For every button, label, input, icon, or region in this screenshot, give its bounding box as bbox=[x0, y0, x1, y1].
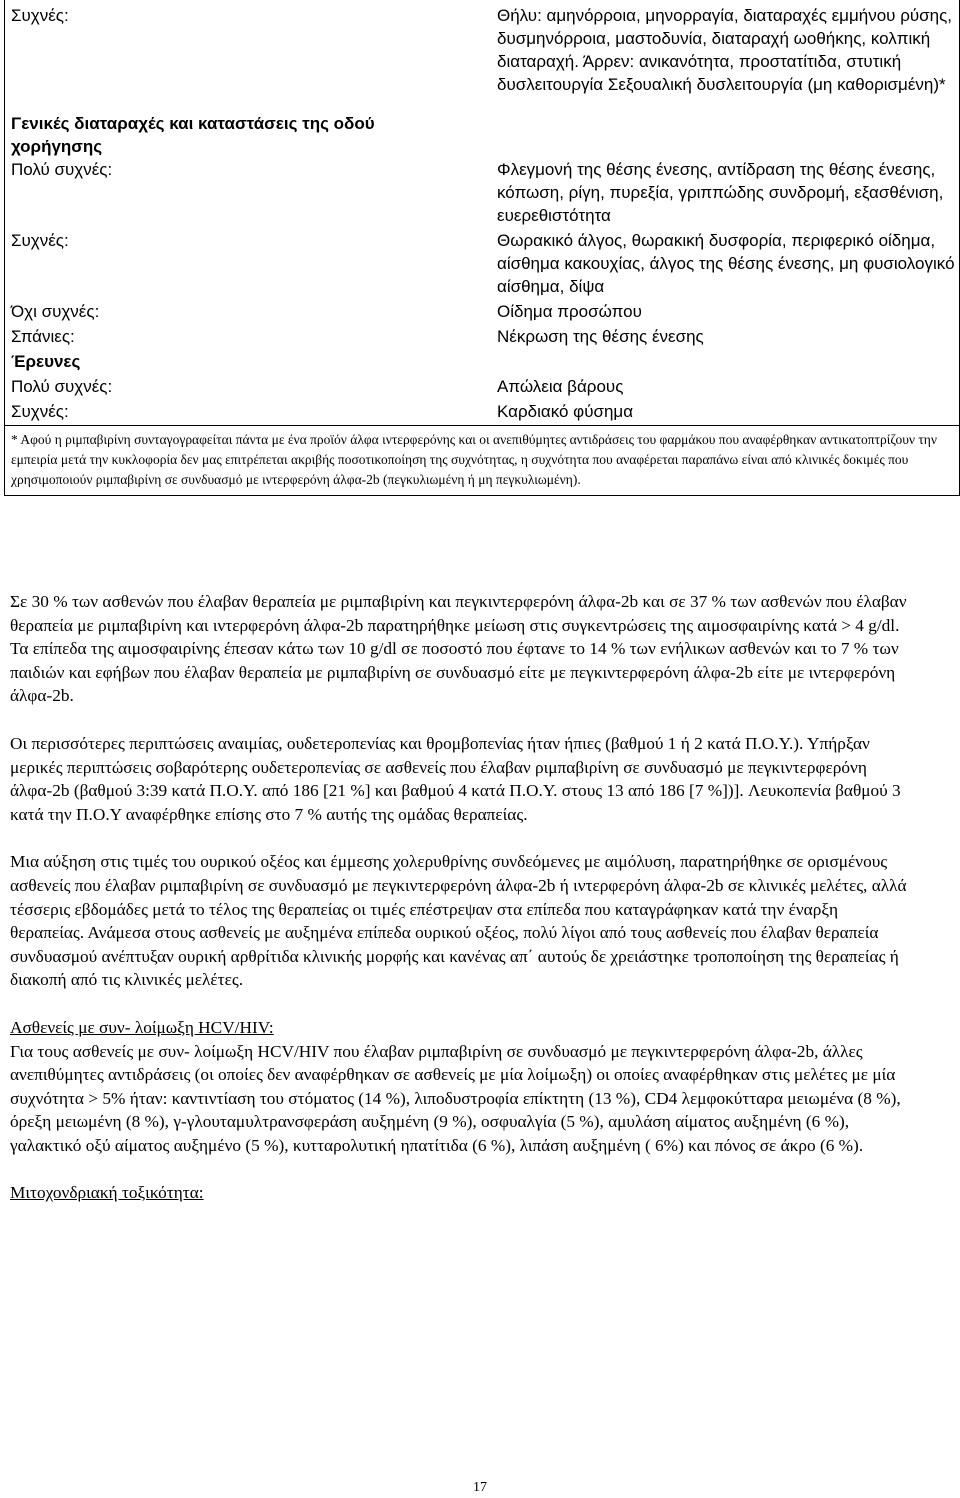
hiv-heading: Ασθενείς με συν- λοίμωξη HCV/HIV: bbox=[10, 1017, 274, 1037]
frequency-label: Συχνές: bbox=[11, 402, 69, 421]
mitochondrial-section bbox=[10, 1181, 910, 1205]
frequency-label: Συχνές: bbox=[11, 6, 69, 25]
reaction-text: Φλεγμονή της θέσης ένεσης, αντίδραση της θέσης ένεσης, κόπωση, ρίγη, πυρεξία, γριππώδης συνδρομή, εξασθένιση, ευερεθιστότητα bbox=[497, 160, 944, 225]
table-row bbox=[5, 373, 959, 398]
reaction-text: Απώλεια βάρους bbox=[497, 377, 624, 396]
reaction-text: Θωρακικό άλγος, θωρακική δυσφορία, περιφερικό οίδημα, αίσθημα κακουχίας, άλγος της θέσης ένεσης, μη φυσιολογικό αίσθημα, δίψα bbox=[497, 231, 955, 296]
reaction-text: Νέκρωση της θέσης ένεσης bbox=[497, 327, 704, 346]
reaction-text: Καρδιακό φύσημα bbox=[497, 402, 634, 421]
table-row bbox=[5, 0, 959, 96]
table-row bbox=[5, 298, 959, 323]
table-section-row bbox=[5, 96, 959, 158]
table-footnote: * Αφού η ριμπαβιρίνη συνταγογραφείται πάντα με ένα προϊόν άλφα ιντερφερόνης και οι ανεπιθύμητες αντιδράσεις του φαρμάκου που αναφέρθηκαν αντικατοπτρίζουν την εμπειρία μετά την κυκλοφορία δεν μας επιτρέπεται ακριβής ποσοτικοποίηση της συχνότητας, η συχνότητα που αναφέρεται παραπάνω είναι από κλινικές δοκιμές που χρησιμοποιούν ριμπαβιρίνη σε συνδυασμό με ιντερφερόνη άλφα-2b (πεγκυλιωμένη ή μη πεγκυλιωμένη). bbox=[5, 425, 959, 495]
table-row bbox=[5, 398, 959, 425]
frequency-label: Συχνές: bbox=[11, 231, 69, 250]
hiv-text: Για τους ασθενείς με συν- λοίμωξη HCV/HIV που έλαβαν ριμπαβιρίνη σε συνδυασμό με πεγκιντερφερόνη άλφα-2b, άλλες ανεπιθύμητες αντιδράσεις (οι οποίες δεν αναφέρθηκαν σε ασθενείς με μία λοίμωξη) οι οποίες αναφέρθηκαν στις μελέτες με μία συχνότητα > 5% ήταν: καντιντίαση του στόματος (14 %), λιποδυστροφία επίκτητη (13 %), CD4 λεμφοκύτταρα μειωμένα (8 %), όρεξη μειωμένη (8 %), γ-γλουταμυλτρανσφεράση αυξημένη (9 %), οσφυαλγία (5 %), αμυλάση αίματος αυξημένη (6 %), γαλακτικό οξύ αίματος αυξημένο (5 %), κυτταρολυτική ηπατίτιδα (6 %), λιπάση αυξημένη ( 6%) και πόνος σε άκρο (6 %). bbox=[10, 1041, 901, 1155]
frequency-label: Σπάνιες: bbox=[11, 327, 75, 346]
reaction-text: Οίδημα προσώπου bbox=[497, 302, 642, 321]
table-row bbox=[5, 158, 959, 227]
adverse-reactions-grid bbox=[5, 0, 959, 425]
hiv-section bbox=[10, 1016, 910, 1158]
adverse-reactions-table bbox=[4, 0, 960, 496]
paragraph-uric-acid: Μια αύξηση στις τιμές του ουρικού οξέος και έμμεσης χολερυθρίνης συνδεόμενες με αιμόλυση, παρατηρήθηκε σε ορισμένους ασθενείς που έλαβαν ριμπαβιρίνη σε συνδυασμό με πεγκιντερφερόνη άλφα-2b ή ιντερφερόνη άλφα-2b σε κλινικές μελέτες, αλλά τέσσερις εβδομάδες μετά το τέλος της θεραπείας οι τιμές επέστρεψαν στα επίπεδα που καταγράφηκαν κατά την έναρξη θεραπείας. Ανάμεσα στους ασθενείς με αυξημένα επίπεδα ουρικού οξέος, πολύ λίγοι από τους ασθενείς που έλαβαν θεραπεία συνδυασμού ανέπτυξαν ουρική αρθρίτιδα κλινικής μορφής και κανένας απ΄ αυτούς δε χρειάστηκε τροποποίηση της θεραπείας ή διακοπή από τις κλινικές μελέτες. bbox=[10, 852, 907, 990]
section-heading: Γενικές διαταραχές και καταστάσεις της οδού χορήγησης bbox=[11, 114, 375, 156]
paragraph-hemoglobin: Σε 30 % των ασθενών που έλαβαν θεραπεία με ριμπαβιρίνη και πεγκιντερφερόνη άλφα-2b και σε 37 % των ασθενών που έλαβαν θεραπεία με ριμπαβιρίνη και ιντερφερόνη άλφα-2b παρατηρήθηκε μείωση στις συγκεντρώσεις της αιμοσφαιρίνης κατά > 4 g/dl. Τα επίπεδα της αιμοσφαιρίνης έπεσαν κάτω των 10 g/dl σε ποσοστό που έφτανε το 14 % των ενήλικων ασθενών και το 7 % των παιδιών και εφήβων που έλαβαν θεραπεία με ριμπαβιρίνη σε συνδυασμό είτε με πεγκιντερφερόνη άλφα-2b είτε με ιντερφερόνη άλφα-2b. bbox=[10, 592, 907, 706]
section-heading: Έρευνες bbox=[11, 352, 81, 371]
mitochondrial-heading: Μιτοχονδριακή τοξικότητα: bbox=[10, 1183, 204, 1203]
frequency-label: Πολύ συχνές: bbox=[11, 377, 113, 396]
frequency-label: Όχι συχνές: bbox=[11, 302, 100, 321]
table-row bbox=[5, 227, 959, 298]
paragraph-neutropenia: Οι περισσότερες περιπτώσεις αναιμίας, ουδετεροπενίας και θρομβοπενίας ήταν ήπιες (βαθμού 1 ή 2 κατά Π.Ο.Υ.). Υπήρξαν μερικές περιπτώσεις σοβαρότερης ουδετεροπενίας σε ασθενείς που έλαβαν ριμπαβιρίνη σε συνδυασμό με πεγκιντερφερόνη άλφα-2b (βαθμού 3:39 κατά Π.Ο.Υ. από 186 [21 %] και βαθμού 4 κατά Π.Ο.Υ. στους 13 από 186 [7 %])]. Λευκοπενία βαθμού 3 κατά την Π.Ο.Υ αναφέρθηκε επίσης στο 7 % αυτής της ομάδας θεραπείας. bbox=[10, 733, 901, 824]
page-number: 17 bbox=[473, 1480, 487, 1495]
table-section-row bbox=[5, 348, 959, 373]
reaction-text: Θήλυ: αμηνόρροια, μηνορραγία, διαταραχές εμμήνου ρύσης, δυσμηνόρροια, μαστοδυνία, διαταραχή ωοθήκης, κολπική διαταραχή. Άρρεν: ανικανότητα, προστατίτιδα, στυτική δυσλειτουργία Σεξουαλική δυσλειτουργία (μη καθορισμένη)* bbox=[497, 6, 953, 94]
body-text bbox=[10, 590, 910, 1229]
frequency-label: Πολύ συχνές: bbox=[11, 160, 113, 179]
table-row bbox=[5, 323, 959, 348]
